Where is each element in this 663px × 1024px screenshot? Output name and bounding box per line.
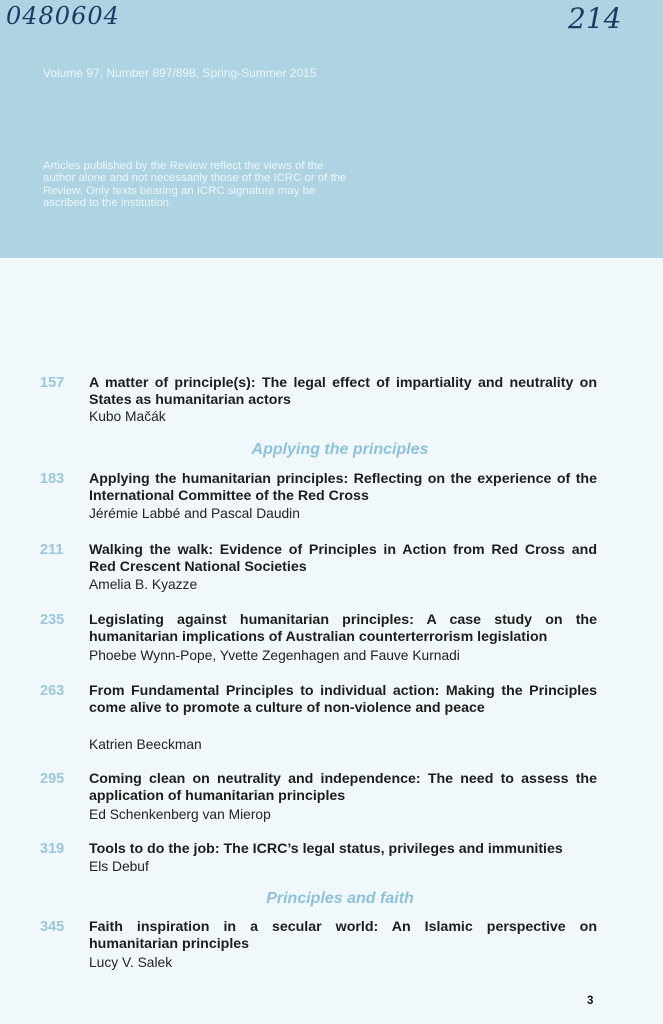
entry-page-number: 319 <box>40 841 65 857</box>
entry-page-number: 263 <box>40 683 65 699</box>
section-heading-faith: Principles and faith <box>266 890 414 907</box>
disclaimer: Articles published by the Review reflect the views of the author alone and not necessarily those of the ICRC or of the Review. Only texts bearing an ICRC signature may be ascribed to the institution. <box>43 160 347 209</box>
entry-page-number: 183 <box>40 471 65 487</box>
entry-title: Applying the humanitarian principles: Reflecting on the experience of the International Committee of the Red Cross <box>89 471 597 504</box>
volume-line: Volume 97, Number 897/898, Spring-Summer 2015 <box>43 66 317 80</box>
entry-authors: Ed Schenkenberg van Mierop <box>89 807 271 822</box>
section-heading-applying: Applying the principles <box>251 441 429 458</box>
entry-authors: Amelia B. Kyazze <box>89 577 198 592</box>
entry-title: Faith inspiration in a secular world: An Islamic perspective on humanitarian principles <box>89 919 597 952</box>
entry-title: Walking the walk: Evidence of Principles in Action from Red Cross and Red Crescent National Societies <box>89 542 597 575</box>
entry-authors: Jérémie Labbé and Pascal Daudin <box>89 506 300 521</box>
entry-page-number: 295 <box>40 771 65 787</box>
entry-title: From Fundamental Principles to individual action: Making the Principles come alive to promote a culture of non-violence and peace <box>89 683 597 716</box>
entry-authors: Phoebe Wynn-Pope, Yvette Zegenhagen and Fauve Kurnadi <box>89 648 460 663</box>
entry-page-number: 157 <box>40 375 65 391</box>
entry-page-number: 345 <box>40 919 65 935</box>
entry-page-number: 235 <box>40 612 65 628</box>
entry-authors: Katrien Beeckman <box>89 737 202 752</box>
handwritten-number: 214 <box>568 2 622 35</box>
entry-title: Coming clean on neutrality and independence: The need to assess the application of humanitarian principles <box>89 771 597 804</box>
entry-authors: Els Debuf <box>89 859 149 874</box>
entry-title: A matter of principle(s): The legal effect of impartiality and neutrality on States as humanitarian actors <box>89 375 597 408</box>
cover-band <box>0 0 663 258</box>
entry-page-number: 211 <box>40 542 64 558</box>
page-number: 3 <box>587 995 594 1007</box>
entry-authors: Lucy V. Salek <box>89 955 173 970</box>
entry-authors: Kubo Mačák <box>89 409 166 424</box>
entry-title: Legislating against humanitarian principles: A case study on the humanitarian implications of Australian counterterrorism legislation <box>89 612 597 645</box>
entry-title: Tools to do the job: The ICRC’s legal status, privileges and immunities <box>89 841 563 857</box>
handwritten-code: 0480604 <box>6 2 120 30</box>
